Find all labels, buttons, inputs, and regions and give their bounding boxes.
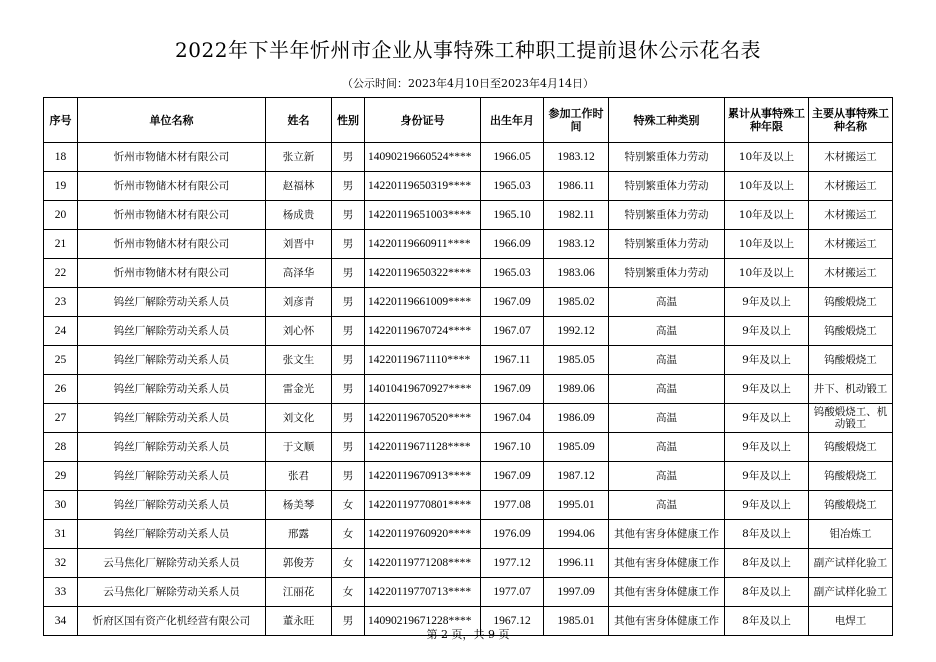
- cell-gender: 男: [332, 143, 365, 172]
- cell-serial-no: 34: [44, 607, 78, 636]
- cell-accumulated-years: 10年及以上: [725, 230, 809, 259]
- header-birth-date: 出生年月: [481, 98, 544, 143]
- cell-unit-name: 钨丝厂解除劳动关系人员: [78, 404, 266, 433]
- retirement-roster-table: [43, 97, 893, 636]
- cell-accumulated-years: 10年及以上: [725, 172, 809, 201]
- cell-special-category: 特别繁重体力劳动: [609, 143, 725, 172]
- cell-serial-no: 19: [44, 172, 78, 201]
- cell-unit-name: 忻州市物储木材有限公司: [78, 201, 266, 230]
- cell-special-category: 高温: [609, 288, 725, 317]
- cell-gender: 男: [332, 462, 365, 491]
- table-row: [44, 230, 893, 259]
- cell-gender: 男: [332, 346, 365, 375]
- cell-accumulated-years: 9年及以上: [725, 346, 809, 375]
- cell-accumulated-years: 10年及以上: [725, 259, 809, 288]
- cell-special-category: 其他有害身体健康工作: [609, 549, 725, 578]
- cell-name: 于文顺: [266, 433, 332, 462]
- cell-unit-name: 钨丝厂解除劳动关系人员: [78, 520, 266, 549]
- cell-work-start: 1997.09: [544, 578, 609, 607]
- cell-unit-name: 钨丝厂解除劳动关系人员: [78, 317, 266, 346]
- cell-unit-name: 云马焦化厂解除劳动关系人员: [78, 549, 266, 578]
- cell-birth-date: 1967.09: [481, 375, 544, 404]
- publication-period: （公示时间：2023年4月10日至2023年4月14日）: [342, 77, 594, 90]
- cell-birth-date: 1977.07: [481, 578, 544, 607]
- table-row: [44, 549, 893, 578]
- table-header-row: [44, 98, 893, 143]
- cell-special-category: 高温: [609, 317, 725, 346]
- cell-special-category: 特别繁重体力劳动: [609, 172, 725, 201]
- cell-special-category: 其他有害身体健康工作: [609, 520, 725, 549]
- header-accumulated-years: 累计从事特殊工种年限: [725, 98, 809, 143]
- cell-work-start: 1987.12: [544, 462, 609, 491]
- cell-name: 董永旺: [266, 607, 332, 636]
- cell-main-job: 木材搬运工: [809, 172, 893, 201]
- cell-gender: 女: [332, 549, 365, 578]
- cell-gender: 男: [332, 172, 365, 201]
- cell-unit-name: 钨丝厂解除劳动关系人员: [78, 462, 266, 491]
- cell-id-number: 14220119661009****: [365, 288, 481, 317]
- header-id-number: 身份证号: [365, 98, 481, 143]
- cell-gender: 男: [332, 288, 365, 317]
- cell-unit-name: 忻府区国有资产化机经营有限公司: [78, 607, 266, 636]
- cell-serial-no: 28: [44, 433, 78, 462]
- header-main-job: 主要从事特殊工种名称: [809, 98, 893, 143]
- cell-main-job: 钨酸煅烧工、机动锻工: [809, 404, 893, 433]
- cell-birth-date: 1967.10: [481, 433, 544, 462]
- cell-serial-no: 23: [44, 288, 78, 317]
- cell-main-job: 钼冶炼工: [809, 520, 893, 549]
- table-row: [44, 288, 893, 317]
- cell-accumulated-years: 8年及以上: [725, 607, 809, 636]
- cell-birth-date: 1965.03: [481, 259, 544, 288]
- cell-main-job: 钨酸煅烧工: [809, 491, 893, 520]
- cell-accumulated-years: 9年及以上: [725, 375, 809, 404]
- cell-unit-name: 云马焦化厂解除劳动关系人员: [78, 578, 266, 607]
- cell-birth-date: 1965.03: [481, 172, 544, 201]
- cell-gender: 女: [332, 520, 365, 549]
- header-name: 姓名: [266, 98, 332, 143]
- table-body: [44, 143, 893, 636]
- cell-main-job: 钨酸煅烧工: [809, 433, 893, 462]
- cell-work-start: 1985.01: [544, 607, 609, 636]
- cell-unit-name: 钨丝厂解除劳动关系人员: [78, 375, 266, 404]
- cell-gender: 男: [332, 201, 365, 230]
- cell-work-start: 1986.11: [544, 172, 609, 201]
- cell-id-number: 14090219671228****: [365, 607, 481, 636]
- cell-birth-date: 1967.09: [481, 288, 544, 317]
- cell-main-job: 钨酸煅烧工: [809, 317, 893, 346]
- cell-id-number: 14220119770713****: [365, 578, 481, 607]
- cell-special-category: 其他有害身体健康工作: [609, 607, 725, 636]
- cell-name: 江丽花: [266, 578, 332, 607]
- cell-serial-no: 21: [44, 230, 78, 259]
- cell-gender: 男: [332, 317, 365, 346]
- cell-accumulated-years: 9年及以上: [725, 317, 809, 346]
- cell-serial-no: 24: [44, 317, 78, 346]
- cell-accumulated-years: 9年及以上: [725, 462, 809, 491]
- cell-birth-date: 1967.04: [481, 404, 544, 433]
- cell-name: 邢露: [266, 520, 332, 549]
- cell-main-job: 电焊工: [809, 607, 893, 636]
- cell-unit-name: 忻州市物储木材有限公司: [78, 230, 266, 259]
- cell-special-category: 高温: [609, 491, 725, 520]
- cell-id-number: 14220119771208****: [365, 549, 481, 578]
- cell-serial-no: 27: [44, 404, 78, 433]
- header-unit-name: 单位名称: [78, 98, 266, 143]
- cell-serial-no: 31: [44, 520, 78, 549]
- cell-gender: 男: [332, 404, 365, 433]
- cell-accumulated-years: 9年及以上: [725, 404, 809, 433]
- cell-birth-date: 1967.09: [481, 462, 544, 491]
- cell-serial-no: 25: [44, 346, 78, 375]
- cell-accumulated-years: 8年及以上: [725, 520, 809, 549]
- cell-birth-date: 1977.12: [481, 549, 544, 578]
- cell-unit-name: 钨丝厂解除劳动关系人员: [78, 433, 266, 462]
- cell-work-start: 1982.11: [544, 201, 609, 230]
- cell-gender: 男: [332, 230, 365, 259]
- cell-id-number: 14220119671128****: [365, 433, 481, 462]
- cell-main-job: 木材搬运工: [809, 230, 893, 259]
- table-row: [44, 143, 893, 172]
- cell-accumulated-years: 10年及以上: [725, 143, 809, 172]
- cell-birth-date: 1976.09: [481, 520, 544, 549]
- cell-name: 杨成贵: [266, 201, 332, 230]
- cell-unit-name: 忻州市物储木材有限公司: [78, 143, 266, 172]
- cell-id-number: 14220119660911****: [365, 230, 481, 259]
- cell-work-start: 1995.01: [544, 491, 609, 520]
- cell-main-job: 木材搬运工: [809, 259, 893, 288]
- table-row: [44, 172, 893, 201]
- cell-name: 刘心怀: [266, 317, 332, 346]
- cell-id-number: 14220119760920****: [365, 520, 481, 549]
- table-row: [44, 317, 893, 346]
- cell-special-category: 高温: [609, 462, 725, 491]
- cell-special-category: 高温: [609, 346, 725, 375]
- cell-name: 张立新: [266, 143, 332, 172]
- cell-special-category: 高温: [609, 433, 725, 462]
- cell-serial-no: 33: [44, 578, 78, 607]
- cell-serial-no: 32: [44, 549, 78, 578]
- table-row: [44, 346, 893, 375]
- table-row: [44, 259, 893, 288]
- cell-id-number: 14220119671110****: [365, 346, 481, 375]
- table-row: [44, 520, 893, 549]
- cell-accumulated-years: 10年及以上: [725, 201, 809, 230]
- cell-name: 刘文化: [266, 404, 332, 433]
- header-special-category: 特殊工种类别: [609, 98, 725, 143]
- cell-special-category: 特别繁重体力劳动: [609, 201, 725, 230]
- cell-name: 刘晋中: [266, 230, 332, 259]
- cell-work-start: 1983.12: [544, 230, 609, 259]
- cell-gender: 男: [332, 607, 365, 636]
- cell-special-category: 特别繁重体力劳动: [609, 259, 725, 288]
- table-row: [44, 201, 893, 230]
- cell-work-start: 1985.05: [544, 346, 609, 375]
- cell-accumulated-years: 9年及以上: [725, 491, 809, 520]
- cell-id-number: 14090219660524****: [365, 143, 481, 172]
- cell-accumulated-years: 9年及以上: [725, 433, 809, 462]
- cell-birth-date: 1966.05: [481, 143, 544, 172]
- page-indicator: 第 2 页，共 9 页: [426, 628, 510, 641]
- cell-main-job: 木材搬运工: [809, 143, 893, 172]
- cell-special-category: 高温: [609, 404, 725, 433]
- cell-main-job: 井下、机动锻工: [809, 375, 893, 404]
- cell-gender: 女: [332, 578, 365, 607]
- cell-name: 张君: [266, 462, 332, 491]
- cell-work-start: 1985.02: [544, 288, 609, 317]
- cell-id-number: 14220119650322****: [365, 259, 481, 288]
- table-row: [44, 578, 893, 607]
- cell-serial-no: 29: [44, 462, 78, 491]
- cell-gender: 男: [332, 375, 365, 404]
- cell-serial-no: 20: [44, 201, 78, 230]
- header-gender: 性别: [332, 98, 365, 143]
- cell-special-category: 特别繁重体力劳动: [609, 230, 725, 259]
- cell-gender: 男: [332, 433, 365, 462]
- cell-name: 杨美琴: [266, 491, 332, 520]
- cell-gender: 男: [332, 259, 365, 288]
- cell-special-category: 其他有害身体健康工作: [609, 578, 725, 607]
- cell-name: 张文生: [266, 346, 332, 375]
- cell-main-job: 钨酸煅烧工: [809, 346, 893, 375]
- cell-id-number: 14220119651003****: [365, 201, 481, 230]
- cell-serial-no: 22: [44, 259, 78, 288]
- table-row: [44, 491, 893, 520]
- cell-work-start: 1992.12: [544, 317, 609, 346]
- cell-work-start: 1996.11: [544, 549, 609, 578]
- cell-accumulated-years: 8年及以上: [725, 578, 809, 607]
- cell-work-start: 1985.09: [544, 433, 609, 462]
- cell-name: 刘彦青: [266, 288, 332, 317]
- table-row: [44, 375, 893, 404]
- cell-serial-no: 30: [44, 491, 78, 520]
- cell-id-number: 14220119770801****: [365, 491, 481, 520]
- cell-gender: 女: [332, 491, 365, 520]
- cell-main-job: 副产试样化验工: [809, 549, 893, 578]
- cell-birth-date: 1965.10: [481, 201, 544, 230]
- document-title: 2022年下半年忻州市企业从事特殊工种职工提前退休公示花名表: [175, 38, 761, 62]
- header-work-start: 参加工作时间: [544, 98, 609, 143]
- cell-name: 赵福林: [266, 172, 332, 201]
- cell-birth-date: 1966.09: [481, 230, 544, 259]
- cell-serial-no: 26: [44, 375, 78, 404]
- cell-id-number: 14220119650319****: [365, 172, 481, 201]
- cell-main-job: 木材搬运工: [809, 201, 893, 230]
- cell-id-number: 14220119670724****: [365, 317, 481, 346]
- table-row: [44, 462, 893, 491]
- cell-birth-date: 1967.07: [481, 317, 544, 346]
- cell-accumulated-years: 9年及以上: [725, 288, 809, 317]
- cell-serial-no: 18: [44, 143, 78, 172]
- cell-birth-date: 1967.11: [481, 346, 544, 375]
- cell-main-job: 钨酸煅烧工: [809, 462, 893, 491]
- cell-unit-name: 忻州市物储木材有限公司: [78, 259, 266, 288]
- cell-unit-name: 钨丝厂解除劳动关系人员: [78, 346, 266, 375]
- cell-id-number: 14220119670913****: [365, 462, 481, 491]
- cell-id-number: 14220119670520****: [365, 404, 481, 433]
- cell-work-start: 1983.12: [544, 143, 609, 172]
- cell-work-start: 1994.06: [544, 520, 609, 549]
- cell-birth-date: 1967.12: [481, 607, 544, 636]
- cell-work-start: 1983.06: [544, 259, 609, 288]
- table-row: [44, 404, 893, 433]
- cell-accumulated-years: 8年及以上: [725, 549, 809, 578]
- cell-unit-name: 钨丝厂解除劳动关系人员: [78, 288, 266, 317]
- table-row: [44, 433, 893, 462]
- cell-name: 郭俊芳: [266, 549, 332, 578]
- cell-name: 雷金光: [266, 375, 332, 404]
- header-serial-no: 序号: [44, 98, 78, 143]
- cell-name: 高泽华: [266, 259, 332, 288]
- cell-work-start: 1986.09: [544, 404, 609, 433]
- cell-main-job: 副产试样化验工: [809, 578, 893, 607]
- cell-main-job: 钨酸煅烧工: [809, 288, 893, 317]
- cell-birth-date: 1977.08: [481, 491, 544, 520]
- cell-id-number: 14010419670927****: [365, 375, 481, 404]
- cell-special-category: 高温: [609, 375, 725, 404]
- cell-unit-name: 忻州市物储木材有限公司: [78, 172, 266, 201]
- cell-unit-name: 钨丝厂解除劳动关系人员: [78, 491, 266, 520]
- cell-work-start: 1989.06: [544, 375, 609, 404]
